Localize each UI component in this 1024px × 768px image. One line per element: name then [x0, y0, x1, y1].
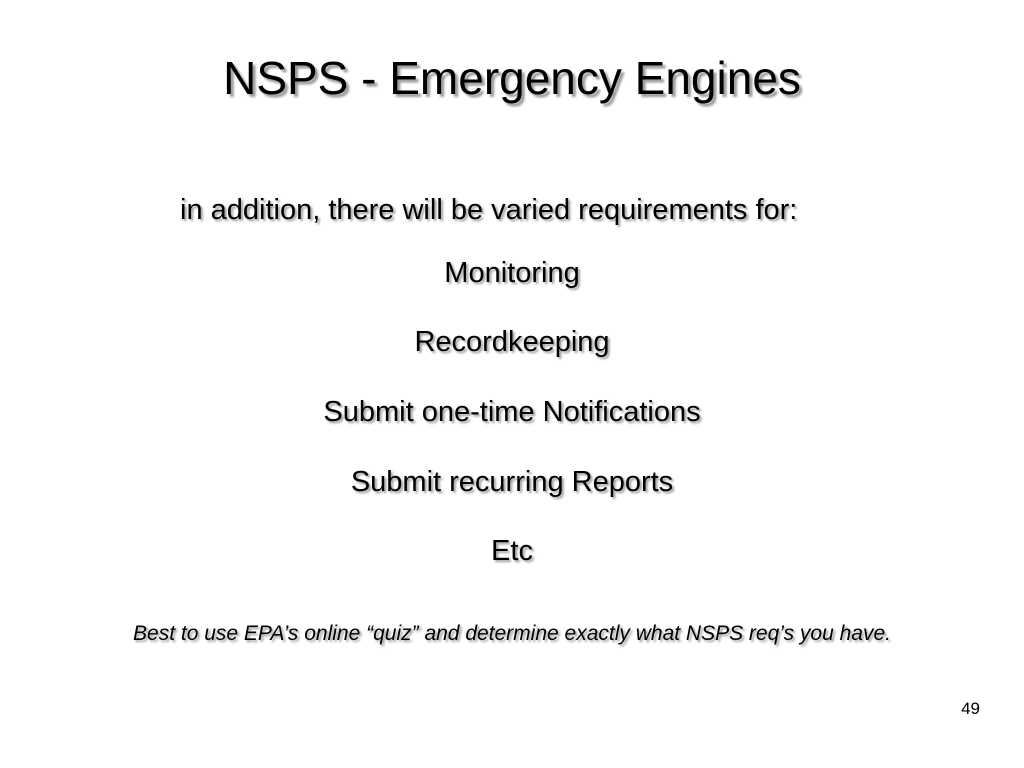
requirement-reports: Submit recurring Reports	[350, 466, 674, 498]
requirement-etc: Etc	[491, 535, 533, 567]
intro-text: in addition, there will be varied requirements for:	[180, 194, 798, 226]
requirement-notifications: Submit one-time Notifications	[323, 396, 701, 428]
slide-title: NSPS - Emergency Engines	[223, 52, 801, 104]
page-number: 49	[961, 699, 980, 718]
requirement-monitoring: Monitoring	[444, 257, 580, 289]
quiz-note: Best to use EPA’s online “quiz” and determine exactly what NSPS req’s you have.	[133, 622, 891, 645]
requirement-recordkeeping: Recordkeeping	[414, 326, 610, 358]
